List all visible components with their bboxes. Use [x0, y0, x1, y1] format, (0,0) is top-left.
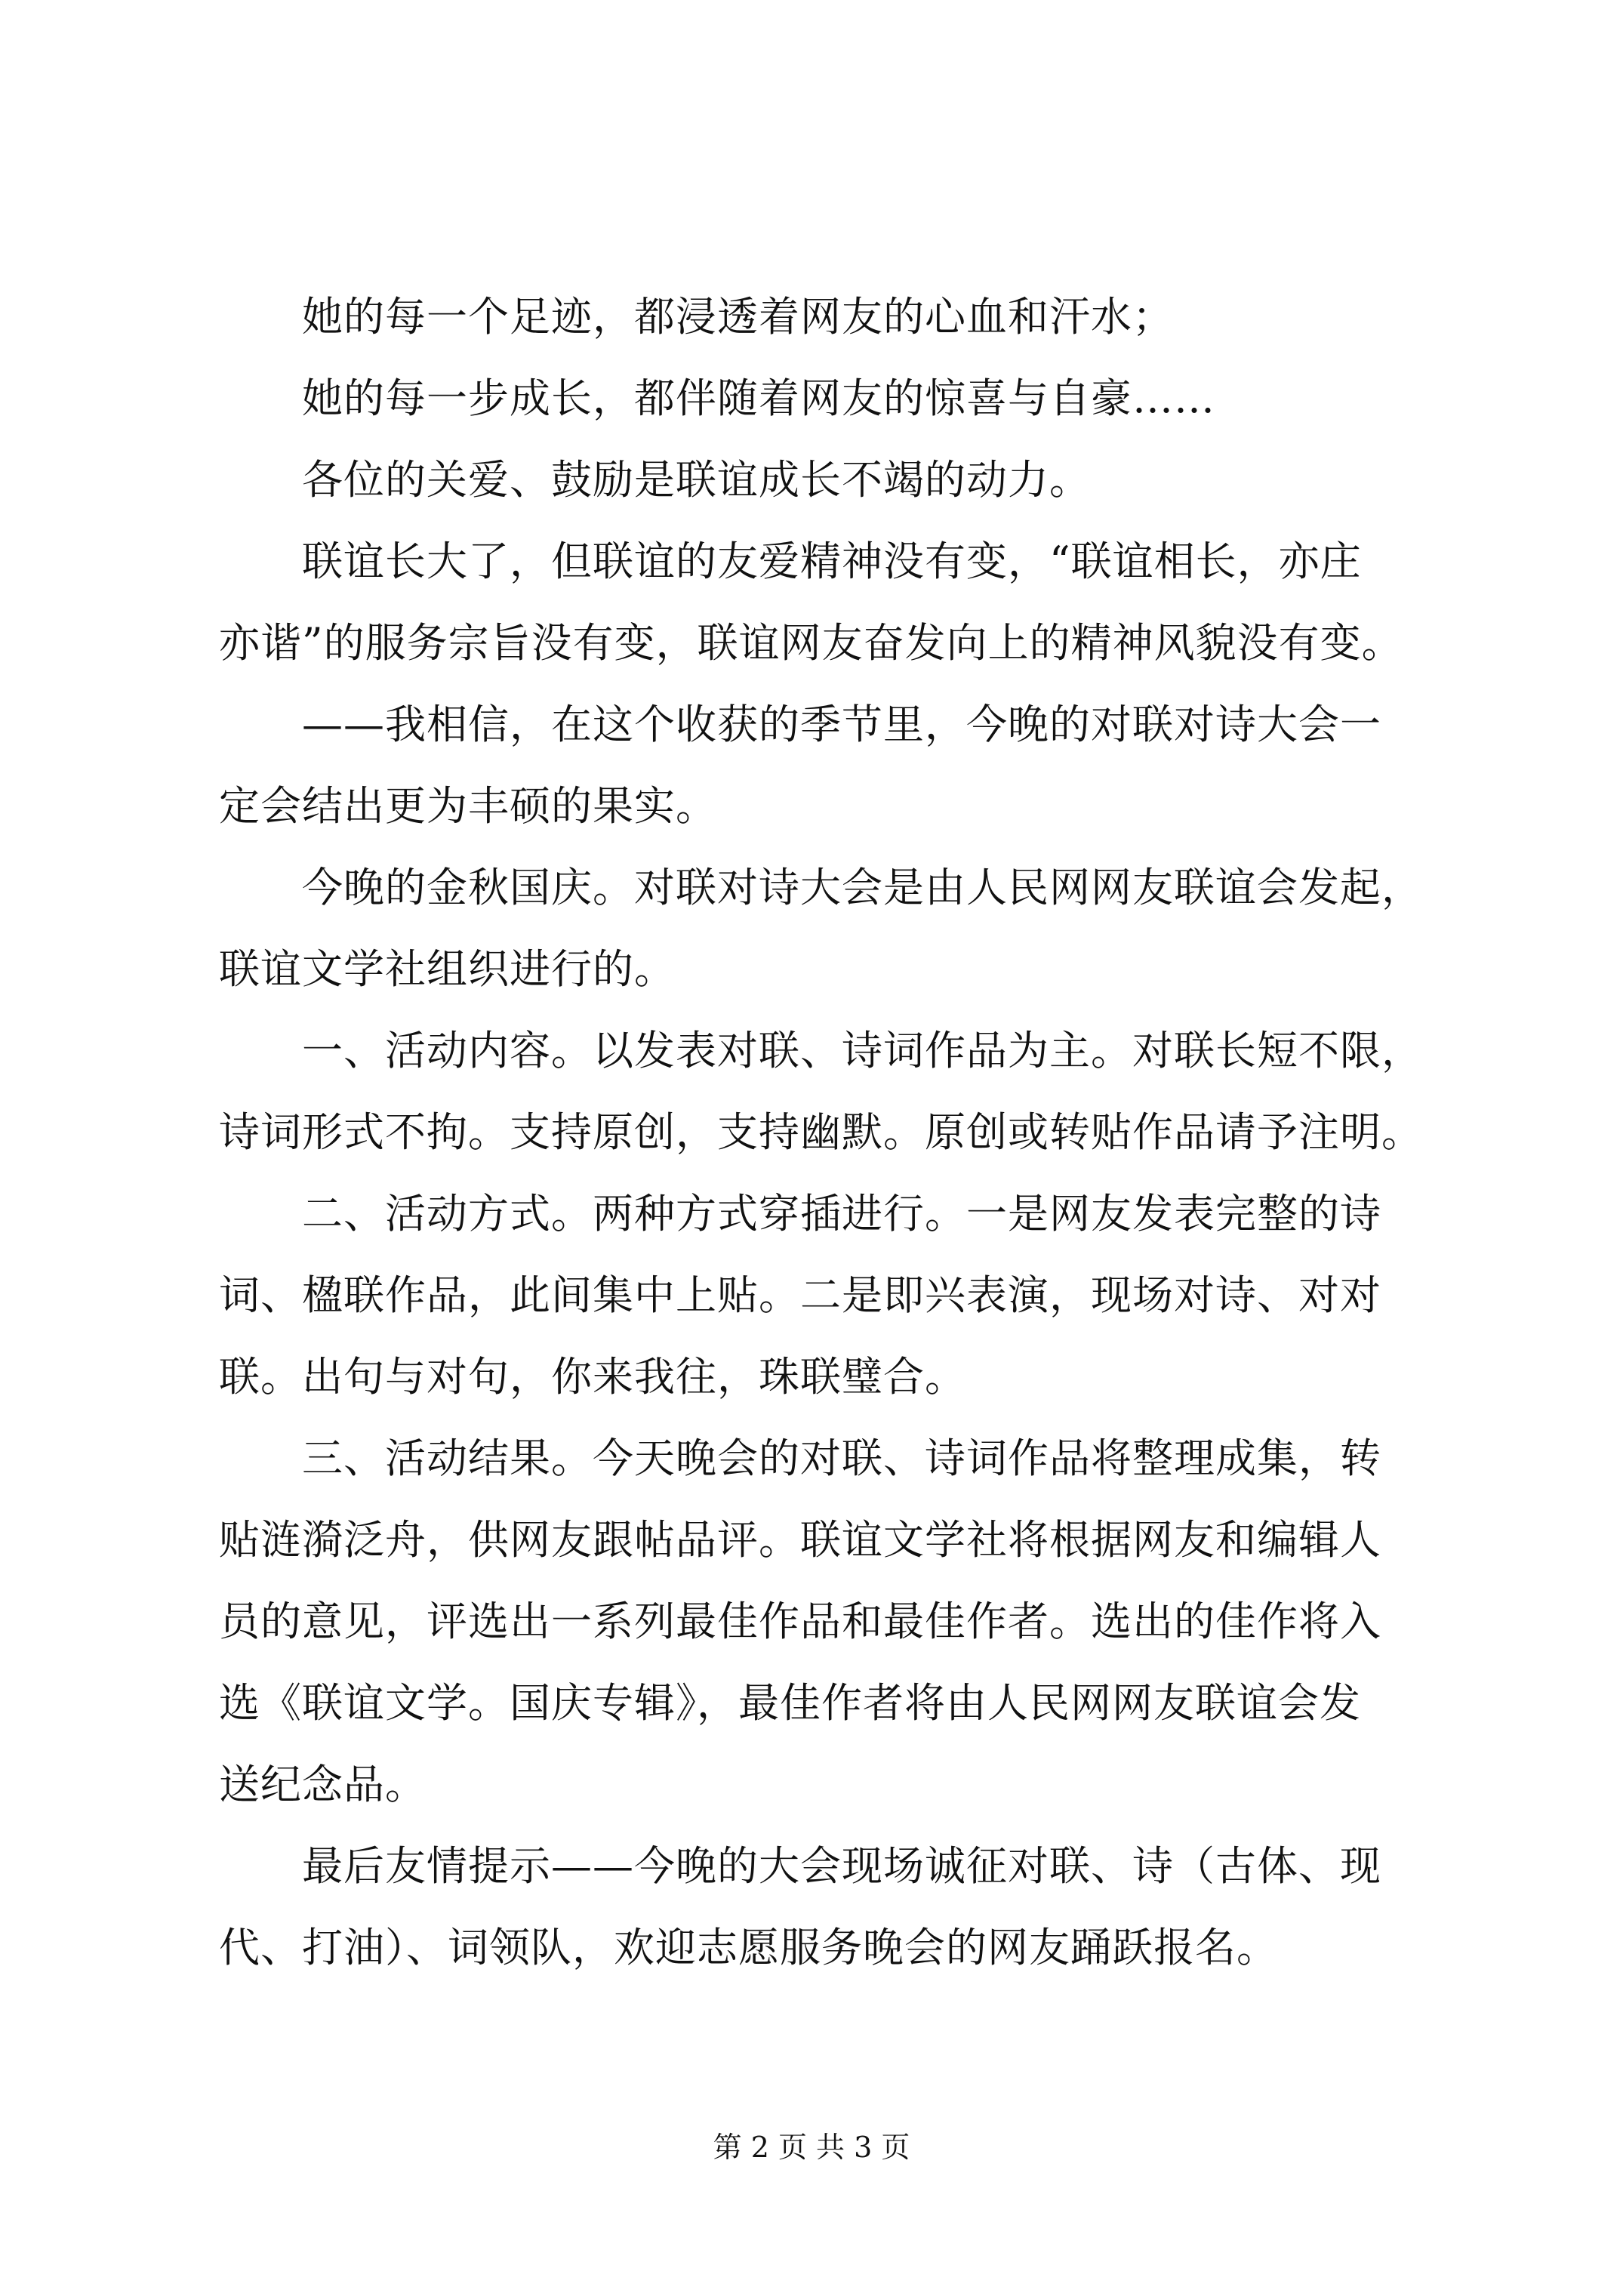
text-line: 最后友情提示——今晚的大会现场诚征对联、诗（古体、现 [219, 1842, 1381, 1890]
page-number: 第 2 页 共 3 页 [713, 2131, 910, 2164]
text-line: 诗词形式不拘。支持原创，支持幽默。原创或转贴作品请予注明。 [219, 1108, 1423, 1156]
text-line: 三、活动结果。今天晚会的对联、诗词作品将整理成集，转 [219, 1435, 1381, 1482]
text-line: 选《联谊文学。国庆专辑》，最佳作者将由人民网网友联谊会发 [219, 1679, 1361, 1727]
text-line: 员的意见，评选出一系列最佳作品和最佳作者。选出的佳作将入 [219, 1598, 1381, 1645]
text-line: ——我相信，在这个收获的季节里，今晚的对联对诗大会一 [219, 701, 1381, 748]
text-line: 联。出句与对句，你来我往，珠联璧合。 [219, 1353, 966, 1401]
text-line: 代、打油）、词领队，欢迎志愿服务晚会的网友踊跃报名。 [219, 1924, 1278, 1971]
text-line: 她的每一个足迹，都浸透着网友的心血和汗水； [219, 293, 1174, 341]
text-line: 一、活动内容。以发表对联、诗词作品为主。对联长短不限， [219, 1027, 1423, 1074]
text-line: 送纪念品。 [219, 1761, 427, 1808]
text-line: 定会结出更为丰硕的果实。 [219, 782, 717, 830]
text-line: 各位的关爱、鼓励是联谊成长不竭的动力。 [219, 456, 1091, 504]
text-line: 今晚的金秋国庆。对联对诗大会是由人民网网友联谊会发起， [219, 864, 1423, 911]
text-line: 二、活动方式。两种方式穿插进行。一是网友发表完整的诗 [219, 1190, 1381, 1237]
text-line: 联谊文学社组织进行的。 [219, 945, 676, 993]
text-line: 联谊长大了，但联谊的友爱精神没有变，“联谊相长，亦庄 [219, 538, 1362, 585]
text-line: 贴涟漪泛舟，供网友跟帖品评。联谊文学社将根据网友和编辑人 [219, 1516, 1381, 1564]
text-line: 她的每一步成长，都伴随着网友的惊喜与自豪…… [219, 374, 1215, 422]
text-line: 词、楹联作品，此间集中上贴。二是即兴表演，现场对诗、对对 [219, 1271, 1381, 1319]
text-line: 亦谐”的服务宗旨没有变，联谊网友奋发向上的精神风貌没有变。 [219, 619, 1403, 667]
